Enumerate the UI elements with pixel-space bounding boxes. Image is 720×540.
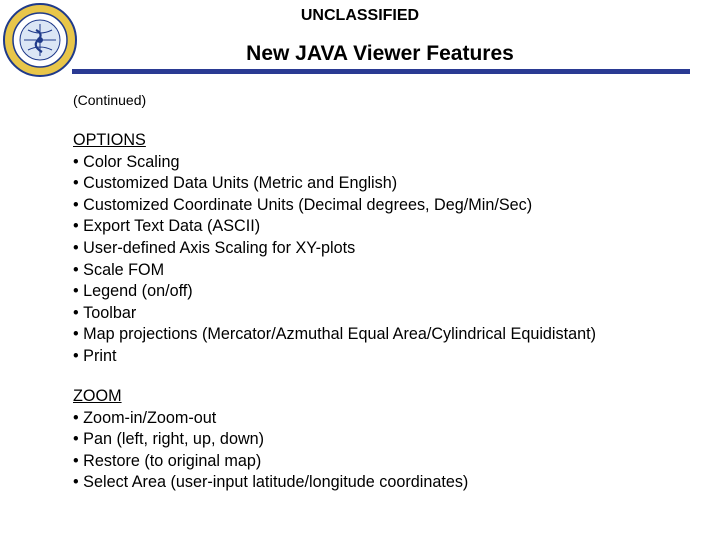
- options-item-data-units: • Customized Data Units (Metric and English): [73, 173, 596, 195]
- options-item-print: • Print: [73, 346, 596, 368]
- options-item-axis-scaling: • User-defined Axis Scaling for XY-plots: [73, 238, 596, 260]
- zoom-item-select-area: • Select Area (user-input latitude/longitude coordinates): [73, 472, 468, 494]
- zoom-heading: ZOOM: [73, 387, 122, 405]
- options-item-map-projections: • Map projections (Mercator/Azmuthal Equal Area/Cylindrical Equidistant): [73, 324, 596, 346]
- options-item-coordinate-units: • Customized Coordinate Units (Decimal degrees, Deg/Min/Sec): [73, 195, 596, 217]
- title-divider: [72, 69, 690, 74]
- options-item-scale-fom: • Scale FOM: [73, 260, 596, 282]
- classification-marking: UNCLASSIFIED: [300, 7, 420, 24]
- continued-note: (Continued): [73, 92, 147, 108]
- options-list: [73, 152, 596, 368]
- slide-title: New JAVA Viewer Features: [246, 42, 514, 65]
- zoom-item-restore: • Restore (to original map): [73, 451, 468, 473]
- options-heading: OPTIONS: [73, 131, 146, 149]
- options-section: [73, 130, 596, 368]
- options-item-toolbar: • Toolbar: [73, 303, 596, 325]
- zoom-list: [73, 408, 468, 494]
- zoom-item-pan: • Pan (left, right, up, down): [73, 429, 468, 451]
- options-item-legend: • Legend (on/off): [73, 281, 596, 303]
- zoom-section: [73, 386, 468, 494]
- naval-oceanographic-seal-icon: [2, 2, 78, 78]
- options-item-export-text: • Export Text Data (ASCII): [73, 216, 596, 238]
- zoom-item-zoom-in-out: • Zoom-in/Zoom-out: [73, 408, 468, 430]
- options-item-color-scaling: • Color Scaling: [73, 152, 596, 174]
